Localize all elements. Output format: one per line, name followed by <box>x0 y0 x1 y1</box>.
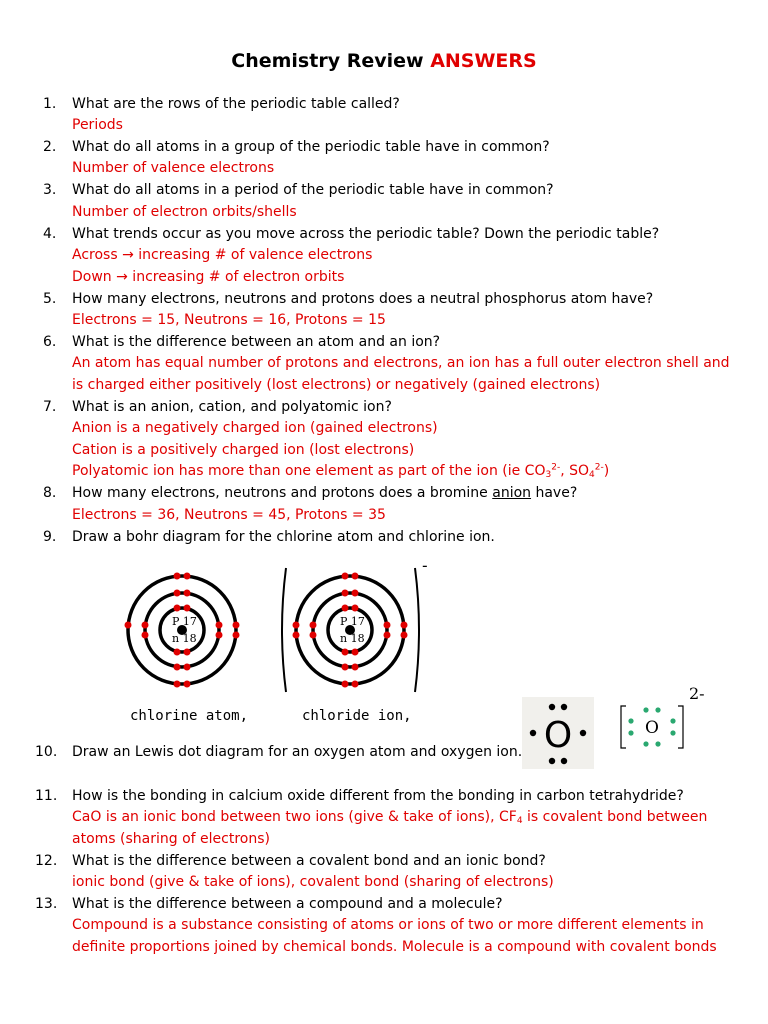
oxygen-symbol: O <box>543 715 573 756</box>
chloride-ion-label: chloride ion, <box>302 708 412 724</box>
question-text: What are the rows of the periodic table called? <box>72 96 400 112</box>
answer-text: is charged either positively (lost electrons) or negatively (gained electrons) <box>72 377 601 393</box>
lewis-oxygen-ion <box>616 700 688 754</box>
answer-text: Cation is a positively charged ion (lost electrons) <box>72 442 415 458</box>
question-number: 4. <box>43 226 57 242</box>
oxygen-ion-charge: 2- <box>689 684 705 703</box>
nucleus-neutrons: n 18 <box>340 632 365 645</box>
answer-text: Number of valence electrons <box>72 160 275 176</box>
question-number: 1. <box>43 96 57 112</box>
question-number: 7. <box>43 399 57 415</box>
oxygen-ion-symbol: O <box>645 718 659 738</box>
question-text: How many electrons, neutrons and protons does a bromine anion have? <box>72 485 578 501</box>
title-main: Chemistry Review <box>231 50 424 72</box>
answer-text: Anion is a negatively charged ion (gained electrons) <box>72 420 438 436</box>
question-text: What is the difference between an atom and an ion? <box>72 334 441 350</box>
nucleus-protons: P 17 <box>340 615 365 628</box>
nucleus-protons: P 17 <box>172 615 197 628</box>
lewis-oxygen-atom <box>522 697 594 769</box>
bohr-chlorine-atom <box>125 573 240 688</box>
question-number: 3. <box>43 182 57 198</box>
question-text: What do all atoms in a group of the periodic table have in common? <box>72 139 550 155</box>
ion-charge: - <box>420 556 430 575</box>
nucleus-neutrons: n 18 <box>172 632 197 645</box>
answer-text: ionic bond (give & take of ions), covalent bond (sharing of electrons) <box>72 874 554 890</box>
question-text: How is the bonding in calcium oxide different from the bonding in carbon tetrahydride? <box>72 788 684 804</box>
question-text: What is the difference between a covalent bond and an ionic bond? <box>72 853 546 869</box>
question-text: What is an anion, cation, and polyatomic ion? <box>72 399 392 415</box>
underlined-word: anion <box>492 485 532 501</box>
answer-text: atoms (sharing of electrons) <box>72 831 270 847</box>
question-number: 2. <box>43 139 57 155</box>
answer-text: Compound is a substance consisting of atoms or ions of two or more different elements in <box>72 917 704 933</box>
question-text: How many electrons, neutrons and protons does a neutral phosphorus atom have? <box>72 291 654 307</box>
answer-text: Periods <box>72 117 123 133</box>
answer-text: Down → increasing # of electron orbits <box>72 269 345 285</box>
answer-text: Electrons = 36, Neutrons = 45, Protons = 35 <box>72 507 386 523</box>
question-text: What trends occur as you move across the periodic table? Down the periodic table? <box>72 226 660 242</box>
question-number: 10. <box>35 744 58 760</box>
title-accent: ANSWERS <box>430 50 537 72</box>
question-number: 12. <box>35 853 58 869</box>
question-number: 13. <box>35 896 58 912</box>
page-title <box>0 50 768 72</box>
answer-text: CaO is an ionic bond between two ions (give & take of ions), CF4 is covalent bond between <box>72 809 708 826</box>
answer-text: An atom has equal number of protons and electrons, an ion has a full outer electron shell and <box>72 355 730 371</box>
question-number: 8. <box>43 485 57 501</box>
bohr-diagrams <box>110 560 430 700</box>
question-text: What is the difference between a compound and a molecule? <box>72 896 503 912</box>
question-number: 5. <box>43 291 57 307</box>
answer-text: definite proportions joined by chemical bonds. Molecule is a compound with covalent bonds <box>72 939 717 955</box>
question-text: What do all atoms in a period of the periodic table have in common? <box>72 182 554 198</box>
question-number: 6. <box>43 334 57 350</box>
answer-text: Across → increasing # of valence electrons <box>72 247 373 263</box>
chlorine-atom-label: chlorine atom, <box>130 708 249 724</box>
question-text: Draw an Lewis dot diagram for an oxygen atom and oxygen ion. <box>72 744 523 760</box>
answer-text: Electrons = 15, Neutrons = 16, Protons = 15 <box>72 312 386 328</box>
question-number: 11. <box>35 788 58 804</box>
bohr-chloride-ion <box>282 568 419 692</box>
question-number: 9. <box>43 529 57 545</box>
question-text: Draw a bohr diagram for the chlorine atom and chlorine ion. <box>72 529 495 545</box>
answer-text: Polyatomic ion has more than one element as part of the ion (ie $CO3^{2-}$, $SO4^{2-}$) <box>72 462 610 480</box>
answer-text: Number of electron orbits/shells <box>72 204 297 220</box>
